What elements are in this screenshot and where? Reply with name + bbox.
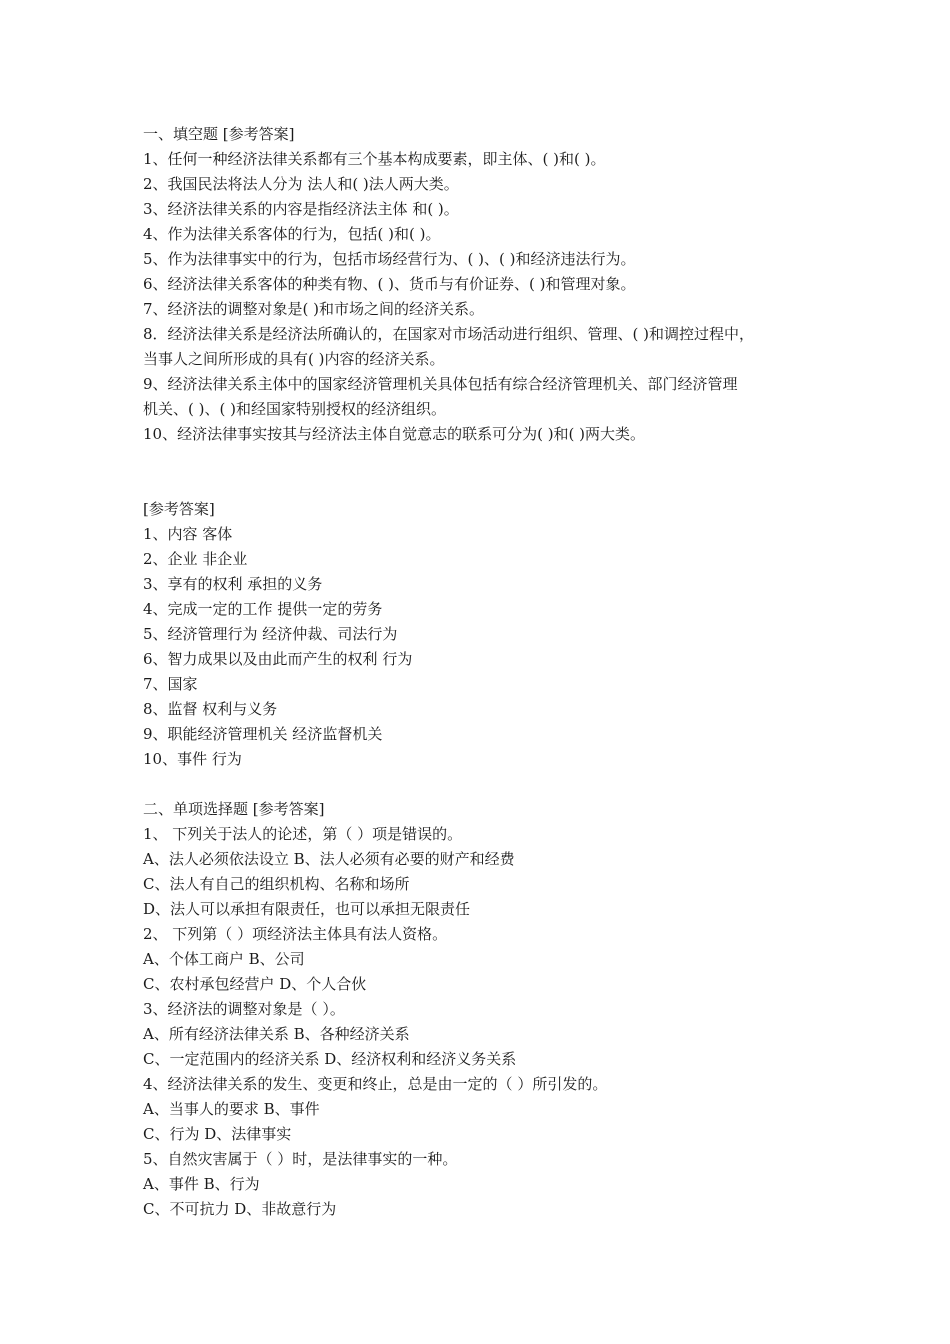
spacer (143, 472, 843, 497)
answer-item-8: 8、监督 权利与义务 (143, 700, 278, 718)
choice-option-line: D、法人可以承担有限责任，也可以承担无限责任 (143, 900, 471, 918)
answers-heading: [参考答案] (143, 500, 215, 518)
spacer (143, 447, 843, 472)
fill-blank-question-8-cont: 当事人之间所形成的具有( )内容的经济关系。 (143, 350, 445, 368)
fill-blank-question-1: 1、任何一种经济法律关系都有三个基本构成要素，即主体、( )和( )。 (143, 150, 606, 168)
fill-blank-question-7: 7、经济法的调整对象是( )和市场之间的经济关系。 (143, 300, 485, 318)
spacer (143, 772, 843, 797)
answer-item-6: 6、智力成果以及由此而产生的权利 行为 (143, 650, 413, 668)
answer-item-7: 7、国家 (143, 675, 198, 693)
fill-blank-question-8: 8．经济法律关系是经济法所确认的，在国家对市场活动进行组织、管理、( )和调控过程中， (143, 325, 755, 343)
choice-question-2: 2、 下列第（ ）项经济法主体具有法人资格。 (143, 925, 448, 943)
choice-option-line: A、事件 B、行为 (143, 1175, 260, 1193)
choice-option-line: C、不可抗力 D、非故意行为 (143, 1200, 337, 1218)
fill-blank-question-6: 6、经济法律关系客体的种类有物、( )、货币与有价证券、( )和管理对象。 (143, 275, 636, 293)
document-content (143, 122, 843, 1222)
choice-option-line: A、个体工商户 B、公司 (143, 950, 305, 968)
fill-blank-question-2: 2、我国民法将法人分为 法人和( )法人两大类。 (143, 175, 459, 193)
answer-item-10: 10、事件 行为 (143, 750, 242, 768)
answer-item-5: 5、经济管理行为 经济仲裁、司法行为 (143, 625, 398, 643)
answer-item-4: 4、完成一定的工作 提供一定的劳务 (143, 600, 383, 618)
choice-option-line: C、农村承包经营户 D、个人合伙 (143, 975, 367, 993)
answer-item-1: 1、内容 客体 (143, 525, 233, 543)
fill-blank-question-9-cont: 机关、( )、( )和经国家特别授权的经济组织。 (143, 400, 446, 418)
fill-blank-question-9: 9、经济法律关系主体中的国家经济管理机关具体包括有综合经济管理机关、部门经济管理 (143, 375, 738, 393)
answer-item-9: 9、职能经济管理机关 经济监督机关 (143, 725, 383, 743)
answer-item-3: 3、享有的权利 承担的义务 (143, 575, 323, 593)
choice-option-line: A、所有经济法律关系 B、各种经济关系 (143, 1025, 410, 1043)
choice-option-line: A、法人必须依法设立 B、法人必须有必要的财产和经费 (143, 850, 515, 868)
single-choice-heading: 二、单项选择题 [参考答案] (143, 800, 325, 818)
choice-question-1: 1、 下列关于法人的论述，第（ ）项是错误的。 (143, 825, 463, 843)
choice-option-line: C、一定范围内的经济关系 D、经济权利和经济义务关系 (143, 1050, 517, 1068)
choice-option-line: C、行为 D、法律事实 (143, 1125, 292, 1143)
fill-blank-question-10: 10、经济法律事实按其与经济法主体自觉意志的联系可分为( )和( )两大类。 (143, 425, 646, 443)
choice-question-4: 4、经济法律关系的发生、变更和终止，总是由一定的（ ）所引发的。 (143, 1075, 608, 1093)
fill-blank-heading: 一、填空题 [参考答案] (143, 125, 295, 143)
fill-blank-question-3: 3、经济法律关系的内容是指经济法主体 和( )。 (143, 200, 459, 218)
answer-item-2: 2、企业 非企业 (143, 550, 248, 568)
choice-option-line: A、当事人的要求 B、事件 (143, 1100, 320, 1118)
fill-blank-question-5: 5、作为法律事实中的行为，包括市场经营行为、( )、( )和经济违法行为。 (143, 250, 636, 268)
fill-blank-question-4: 4、作为法律关系客体的行为，包括( )和( )。 (143, 225, 441, 243)
choice-option-line: C、法人有自己的组织机构、名称和场所 (143, 875, 410, 893)
choice-question-3: 3、经济法的调整对象是（ ）。 (143, 1000, 345, 1018)
choice-question-5: 5、自然灾害属于（ ）时，是法律事实的一种。 (143, 1150, 458, 1168)
